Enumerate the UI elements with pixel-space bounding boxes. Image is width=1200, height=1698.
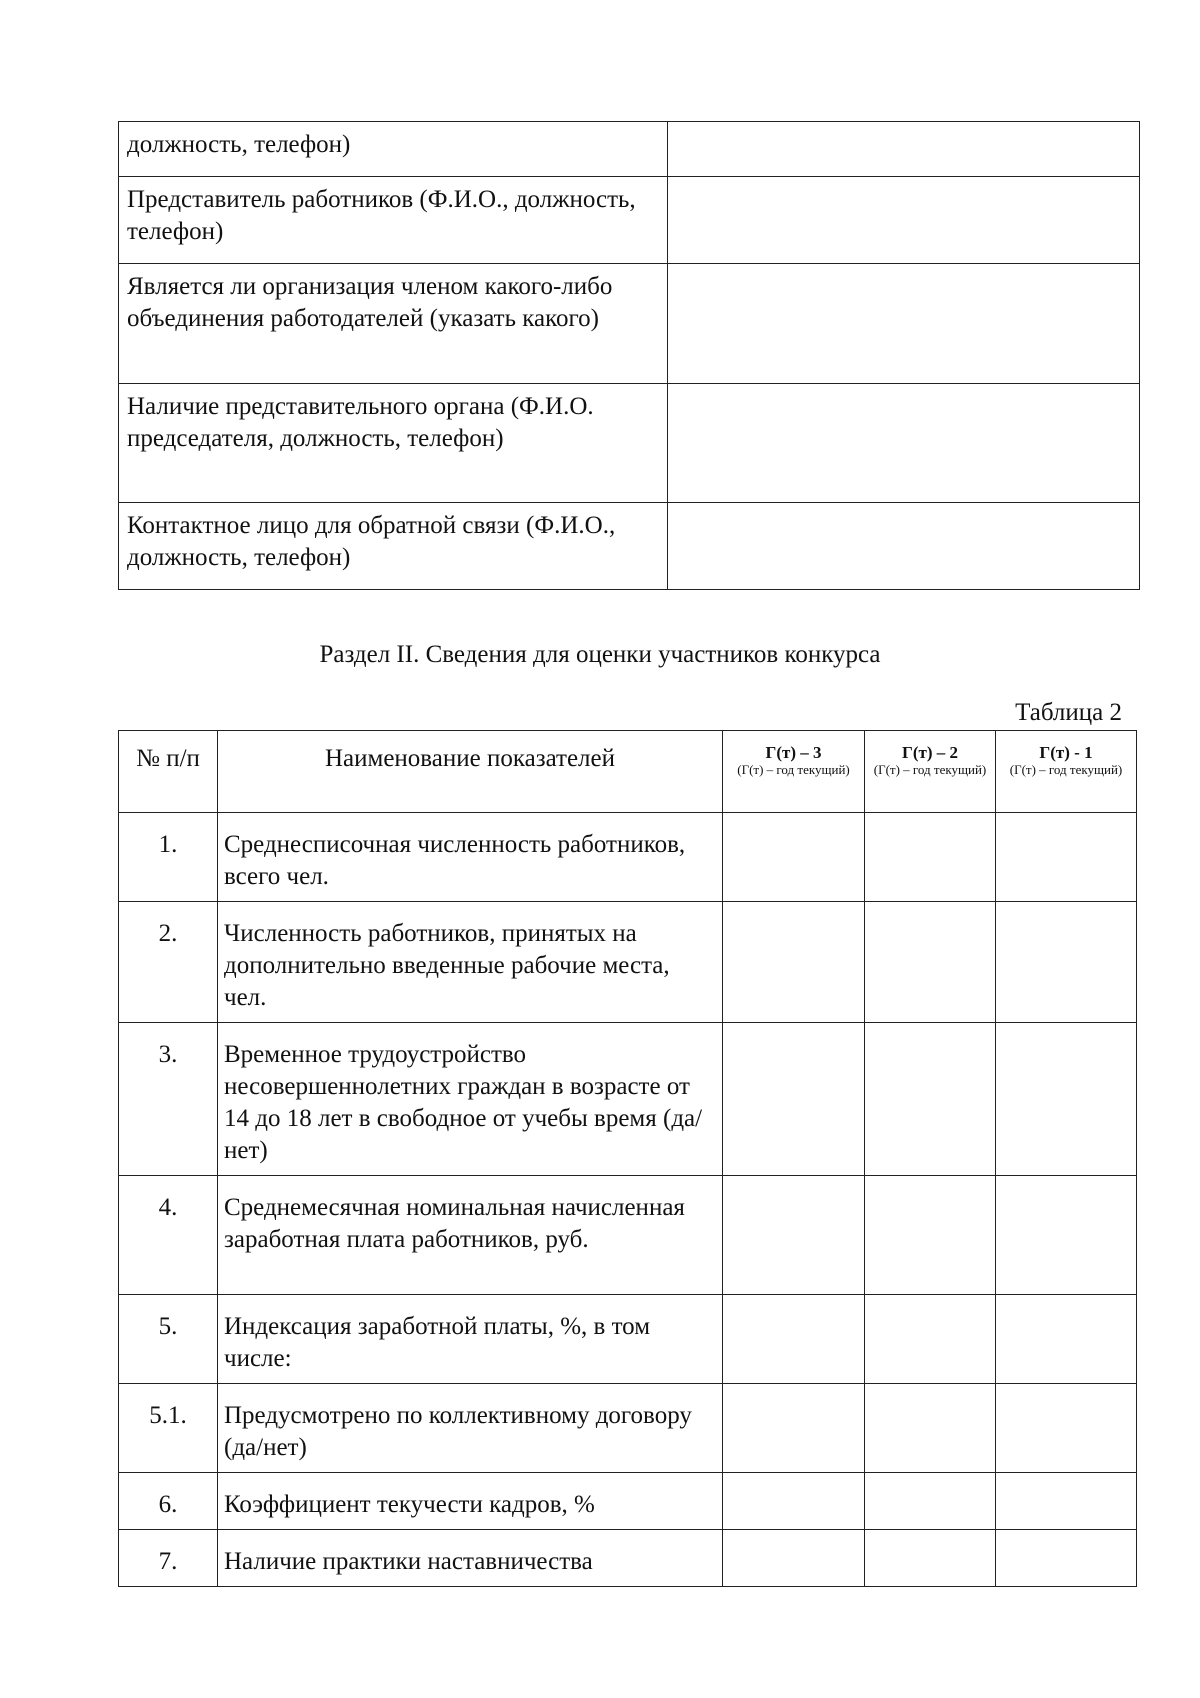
value-cell[interactable] <box>996 1176 1137 1295</box>
table-row <box>119 122 1140 177</box>
value-cell[interactable] <box>668 264 1140 384</box>
value-cell[interactable] <box>723 1473 865 1530</box>
value-cell[interactable] <box>668 384 1140 503</box>
label-line: Представитель работников (Ф.И.О., должность, телефон) <box>127 186 636 245</box>
value-cell[interactable] <box>668 177 1140 264</box>
header-year-1 <box>723 731 865 813</box>
value-cell[interactable] <box>865 1176 996 1295</box>
value-cell[interactable] <box>865 1384 996 1473</box>
table-row <box>119 1530 1137 1587</box>
value-cell[interactable] <box>668 503 1140 590</box>
row-num: 5. <box>119 1295 218 1384</box>
row-name: Индексация заработной платы, %, в том числе: <box>218 1295 723 1384</box>
row-name: Коэффициент текучести кадров, % <box>218 1473 723 1530</box>
value-cell[interactable] <box>865 1530 996 1587</box>
row-num: 6. <box>119 1473 218 1530</box>
row-num: 7. <box>119 1530 218 1587</box>
table-label: Таблица 2 <box>1015 699 1122 726</box>
header-row <box>119 731 1137 813</box>
table-row <box>119 503 1140 590</box>
value-cell[interactable] <box>865 813 996 902</box>
row-name: Предусмотрено по коллективному договору (да/нет) <box>218 1384 723 1473</box>
table-row <box>119 264 1140 384</box>
row-label: Является ли организация членом какого-либо объединения работодателей (указать какого) <box>119 264 668 384</box>
table-row <box>119 177 1140 264</box>
value-cell[interactable] <box>865 1023 996 1176</box>
year-note: (Г(т) – год текущий) <box>873 762 987 777</box>
row-num: 2. <box>119 902 218 1023</box>
table-row <box>119 1295 1137 1384</box>
table-row <box>119 1473 1137 1530</box>
value-cell[interactable] <box>723 1176 865 1295</box>
row-num: 3. <box>119 1023 218 1176</box>
table-row <box>119 1176 1137 1295</box>
row-name: Наличие практики наставничества <box>218 1530 723 1587</box>
table-row <box>119 1023 1137 1176</box>
year-note: (Г(т) – год текущий) <box>737 762 850 777</box>
row-label: Наличие представительного органа (Ф.И.О. председателя, должность, телефон) <box>119 384 668 503</box>
value-cell[interactable] <box>996 1473 1137 1530</box>
row-name: Численность работников, принятых на дополнительно введенные рабочие места, чел. <box>218 902 723 1023</box>
header-name: Наименование показателей <box>218 731 723 813</box>
row-name: Среднемесячная номинальная начисленная заработная плата работников, руб. <box>218 1176 723 1295</box>
value-cell[interactable] <box>865 1295 996 1384</box>
year-label: Г(т) – 2 <box>902 743 958 762</box>
value-cell[interactable] <box>723 813 865 902</box>
value-cell[interactable] <box>996 1295 1137 1384</box>
header-year-2 <box>865 731 996 813</box>
value-cell[interactable] <box>723 902 865 1023</box>
table-row <box>119 902 1137 1023</box>
value-cell[interactable] <box>996 1384 1137 1473</box>
organization-info-table <box>118 121 1140 590</box>
year-label: Г(т) – 3 <box>765 743 822 762</box>
section-title: Раздел II. Сведения для оценки участников конкурса <box>319 641 881 668</box>
table-row <box>119 813 1137 902</box>
table-row <box>119 1384 1137 1473</box>
value-cell[interactable] <box>865 1473 996 1530</box>
indicators-table <box>118 730 1137 1587</box>
value-cell[interactable] <box>996 1530 1137 1587</box>
table-row <box>119 384 1140 503</box>
row-label: Контактное лицо для обратной связи (Ф.И.О., должность, телефон) <box>119 503 668 590</box>
value-cell[interactable] <box>996 902 1137 1023</box>
header-year-3 <box>996 731 1137 813</box>
value-cell[interactable] <box>996 813 1137 902</box>
value-cell[interactable] <box>723 1530 865 1587</box>
value-cell[interactable] <box>996 1023 1137 1176</box>
row-num: 5.1. <box>119 1384 218 1473</box>
row-num: 4. <box>119 1176 218 1295</box>
value-cell[interactable] <box>723 1023 865 1176</box>
value-cell[interactable] <box>723 1295 865 1384</box>
value-cell[interactable] <box>668 122 1140 177</box>
header-num: № п/п <box>119 731 218 813</box>
year-label: Г(т) - 1 <box>1039 743 1093 762</box>
year-note: (Г(т) – год текущий) <box>1009 762 1123 777</box>
row-name: Временное трудоустройство несовершеннолетних граждан в возрасте от 14 до 18 лет в свободное от учебы время (да/нет) <box>218 1023 723 1176</box>
row-num: 1. <box>119 813 218 902</box>
row-label: должность, телефон) <box>119 122 668 177</box>
value-cell[interactable] <box>865 902 996 1023</box>
value-cell[interactable] <box>723 1384 865 1473</box>
row-label <box>119 177 668 264</box>
row-name: Среднесписочная численность работников, всего чел. <box>218 813 723 902</box>
